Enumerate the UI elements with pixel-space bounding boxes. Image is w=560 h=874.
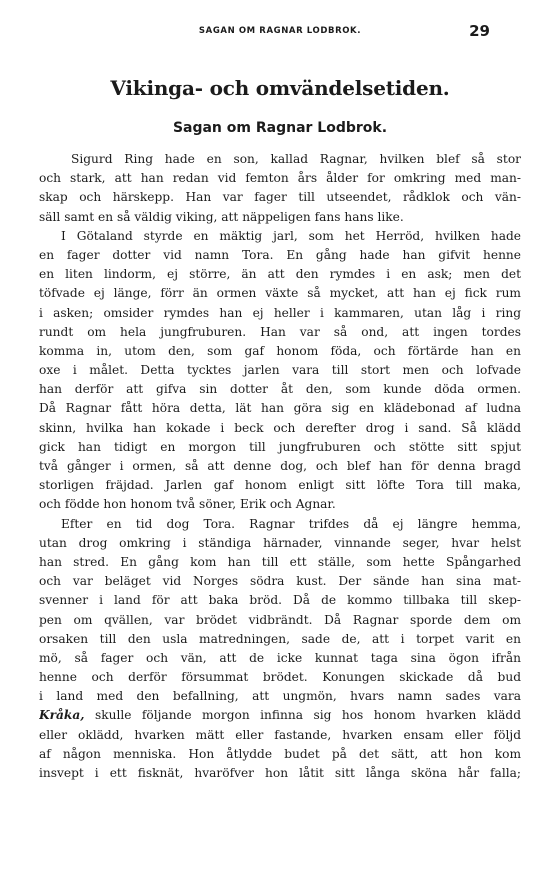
text-line: insvept i ett fisknät, hvaröfver hon låtit sitt långa sköna hår falla; (39, 766, 521, 780)
text-line: en liten lindorm, ej större, än att den rymdes i en ask; men det (39, 267, 521, 282)
text-line: två gånger i ormen, så att denne dog, och blef han för denna bragd (39, 459, 521, 473)
text-line: och var beläget vid Norges södra kust. Der sände han sina mat- (39, 574, 521, 589)
text-line: han derför att gifva sin dotter åt den, som kunde döda ormen. (39, 382, 521, 397)
text-line: eller oklädd, hvarken mätt eller fastande, hvarken ensam eller följd (39, 727, 521, 742)
text-line: mö, så fager och vän, att de icke kunnat taga sina ögon ifrån (39, 650, 521, 665)
text-line: Sigurd Ring hade en son, kallad Ragnar, hvilken blef så stor (71, 152, 521, 166)
text-line: i asken; omsider rymdes han ej heller i kammaren, utan låg i ring (39, 305, 521, 320)
text-line: utan drog omkring i ständiga härnader, vinnande seger, hvar helst (39, 535, 521, 550)
text-line: Efter en tid dog Tora. Ragnar trifdes då ej längre hemma, (61, 516, 521, 531)
faint-library-stamp (275, 840, 385, 862)
text-line: pen om qvällen, var brödet vidbrändt. Då Ragnar sporde dem om (39, 612, 521, 627)
text-line: svenner i land för att baka bröd. Då de kommo tillbaka till skep- (39, 593, 521, 608)
text-line-with-italic (39, 706, 521, 725)
text-line: oxe i målet. Detta tycktes jarlen vara till stort men och lofvade (39, 363, 521, 378)
text-line: af någon menniska. Hon åtlydde budet på det sätt, att hon kom (39, 746, 521, 761)
running-head (0, 22, 560, 42)
text-line: komma in, utom den, som gaf honom föda, och förtärde han en (39, 343, 521, 358)
text-line: och stark, att han redan vid femton års ålder for omkring med man- (39, 171, 521, 186)
text-line: en fager dotter vid namn Tora. En gång hade han gifvit henne (39, 247, 521, 262)
text-line: rundt om hela jungfruburen. Han var så ond, att ingen tordes (39, 324, 521, 339)
text-line: skinn, hvilka han kokade i beck och derefter drog i sand. Så klädd (39, 420, 521, 435)
section-title: Sagan om Ragnar Lodbrok. (172, 120, 388, 136)
body-text (39, 150, 521, 783)
text-line: orsaken till den usla matredningen, sade de, att i torpet varit en (39, 631, 521, 646)
text-line: storligen fräjdad. Jarlen gaf honom enligt sitt löfte Tora till maka, (39, 478, 521, 493)
text-line: säll samt en så väldig viking, att näppeligen fans hans like. (39, 209, 404, 224)
running-title: SAGAN OM RAGNAR LODBROK. (198, 26, 362, 36)
page-number: 29 (469, 22, 490, 40)
text-line: töfvade ej länge, förr än ormen växte så mycket, att han ej fick rum (39, 286, 521, 301)
text-line: i land med den befallning, att ungmön, hvars namn sades vara (39, 689, 521, 704)
text-line: och födde hon honom två söner, Erik och Agnar. (39, 497, 336, 512)
text-line: gick han tidigt en morgon till jungfruburen och stötte sitt spjut (39, 439, 521, 454)
text-line: I Götaland styrde en mäktig jarl, som het Herröd, hvilken hade (61, 228, 521, 243)
italic-name: Kråka, (39, 708, 85, 723)
text-line: Då Ragnar fått höra detta, lät han göra sig en klädebonad af ludna (39, 401, 521, 416)
text-line-rest: skulle följande morgon infinna sig hos honom hvarken klädd (94, 708, 521, 723)
text-line: henne och derför försummat brödet. Konungen skickade då bud (39, 670, 521, 685)
text-line: han stred. En gång kom han till ett ställe, som hette Spångarhed (39, 554, 521, 569)
text-line: skap och härskepp. Han var fager till utseendet, rådklok och vän- (39, 190, 521, 205)
chapter-title: Vikinga- och omvändelsetiden. (110, 76, 450, 100)
